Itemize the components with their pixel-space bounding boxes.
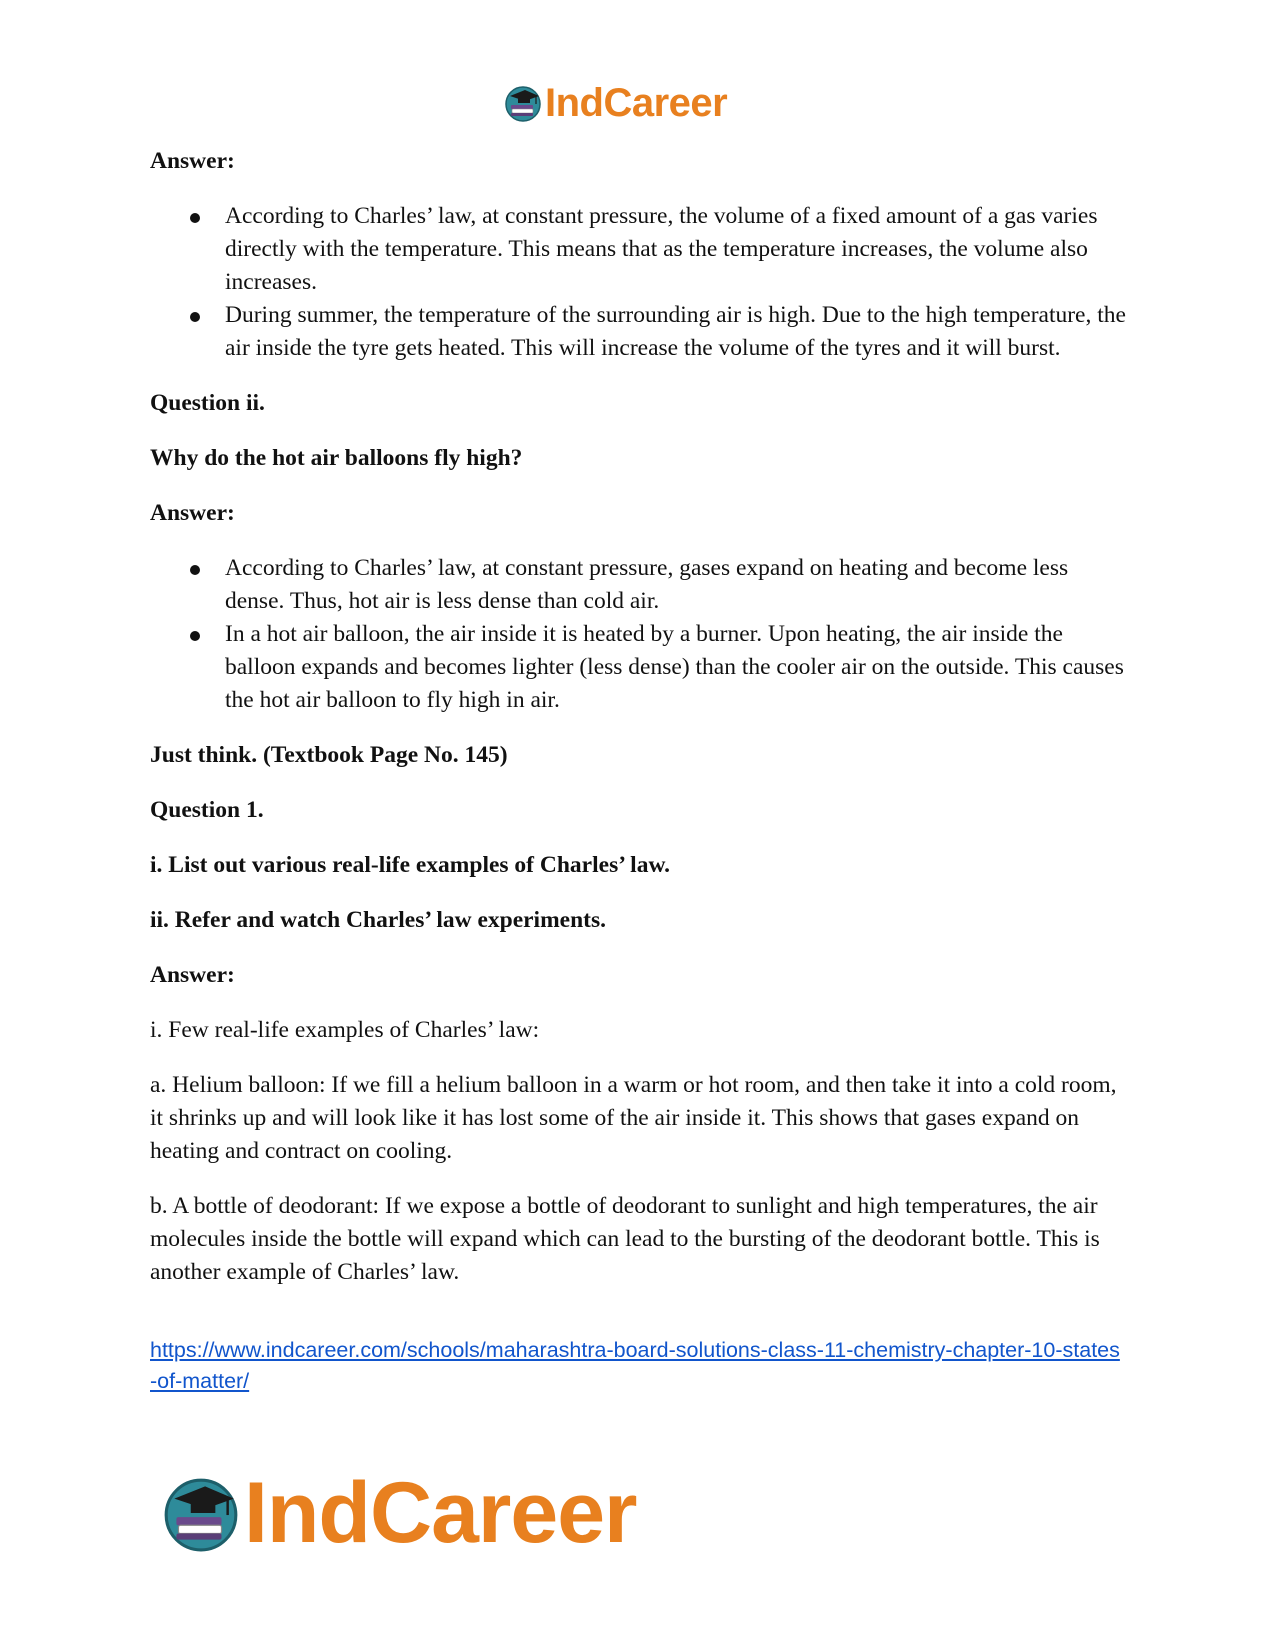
logo-emblem-icon bbox=[503, 83, 543, 123]
bullet-dot-icon bbox=[190, 631, 200, 641]
answer-3-label: Answer: bbox=[150, 962, 235, 988]
source-link[interactable]: https://www.indcareer.com/schools/maharashtra-board-solutions-class-11-chemistry-chapter-10-states-of-matter/ bbox=[150, 1338, 1120, 1393]
list-item: In a hot air balloon, the air inside it is heated by a burner. Upon heating, the air inside the balloon expands and becomes lighter (less dense) than the cooler air on the outside. This causes the hot air balloon to fly high in air. bbox=[150, 618, 1130, 717]
answer-1-bullet-list bbox=[150, 200, 1130, 365]
answer-1-label: Answer: bbox=[150, 148, 235, 174]
answer-3-example-a: a. Helium balloon: If we fill a helium balloon in a warm or hot room, and then take it into a cold room, it shrinks up and will look like it has lost some of the air inside it. This shows that gases expand on heating and contract on cooling. bbox=[150, 1072, 1117, 1164]
list-item: According to Charles’ law, at constant pressure, the volume of a fixed amount of a gas varies directly with the temperature. This means that as the temperature increases, the volume also increases. bbox=[150, 200, 1130, 299]
answer-3-example-b: b. A bottle of deodorant: If we expose a bottle of deodorant to sunlight and high temperatures, the air molecules inside the bottle will expand which can lead to the bursting of the deodorant bottle. This is another example of Charles’ law. bbox=[150, 1193, 1100, 1285]
question-ii-label: Question ii. bbox=[150, 390, 265, 416]
question-1-part-i: i. List out various real-life examples of Charles’ law. bbox=[150, 852, 670, 878]
question-ii-text: Why do the hot air balloons fly high? bbox=[150, 445, 523, 471]
footer-logo bbox=[160, 1465, 700, 1561]
question-1-label: Question 1. bbox=[150, 797, 264, 823]
answer-2-label: Answer: bbox=[150, 500, 235, 526]
header-logo-wordmark: IndCareer bbox=[545, 81, 728, 125]
bullet-dot-icon bbox=[190, 213, 200, 223]
bullet-dot-icon bbox=[190, 312, 200, 322]
list-item: During summer, the temperature of the surrounding air is high. Due to the high temperature, the air inside the tyre gets heated. This will increase the volume of the tyres and it will burst. bbox=[150, 299, 1130, 365]
answer-2-bullet-list bbox=[150, 552, 1130, 717]
bullet-dot-icon bbox=[190, 565, 200, 575]
footer-logo-wordmark: IndCareer bbox=[244, 1465, 637, 1561]
logo-emblem-icon bbox=[160, 1472, 242, 1554]
header-logo bbox=[503, 80, 773, 126]
answer-3-intro: i. Few real-life examples of Charles’ law: bbox=[150, 1017, 540, 1043]
list-item: According to Charles’ law, at constant pressure, gases expand on heating and become less dense. Thus, hot air is less dense than cold air. bbox=[150, 552, 1130, 618]
just-think-heading: Just think. (Textbook Page No. 145) bbox=[150, 742, 508, 768]
question-1-part-ii: ii. Refer and watch Charles’ law experiments. bbox=[150, 907, 607, 933]
document-body bbox=[150, 145, 1130, 1397]
